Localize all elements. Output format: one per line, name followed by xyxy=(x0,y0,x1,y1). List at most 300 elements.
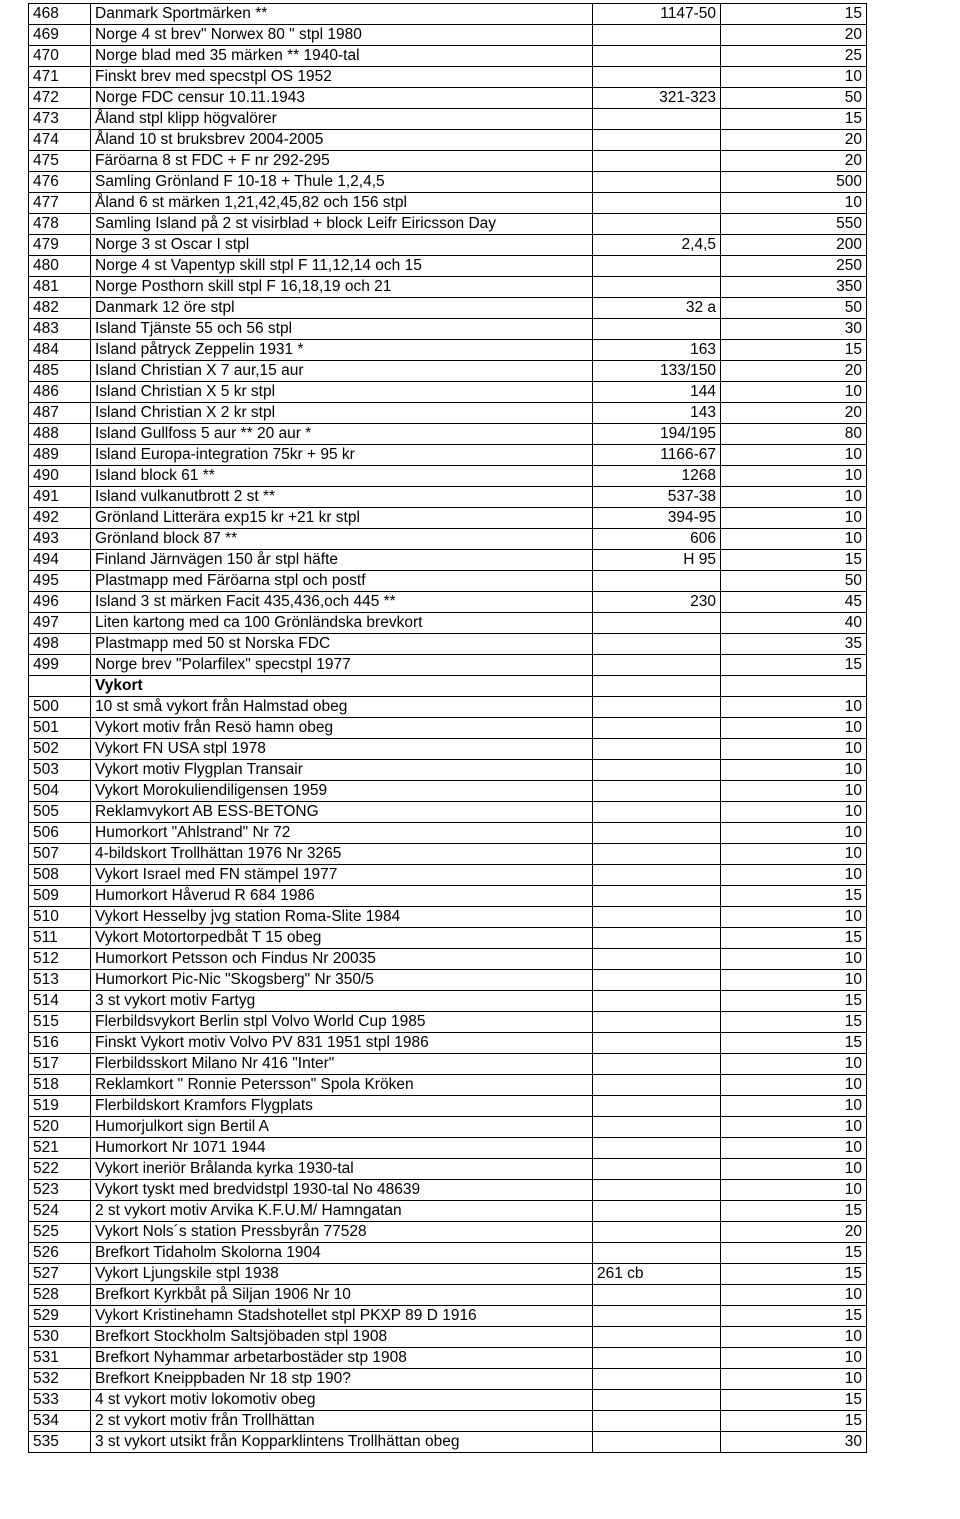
table-row xyxy=(29,1201,867,1222)
description-cell: Humorkort Nr 1071 1944 xyxy=(91,1138,593,1159)
lot-number-cell: 501 xyxy=(29,718,91,739)
lot-number-cell: 479 xyxy=(29,235,91,256)
description-cell: Finskt brev med specstpl OS 1952 xyxy=(91,67,593,88)
catalog-ref-cell xyxy=(593,739,721,760)
catalog-ref-cell xyxy=(593,1138,721,1159)
lot-number-cell: 502 xyxy=(29,739,91,760)
description-cell: Norge FDC censur 10.11.1943 xyxy=(91,88,593,109)
description-cell: Finskt Vykort motiv Volvo PV 831 1951 stpl 1986 xyxy=(91,1033,593,1054)
lot-number-cell: 508 xyxy=(29,865,91,886)
catalog-ref-cell xyxy=(593,25,721,46)
lot-number-cell: 528 xyxy=(29,1285,91,1306)
description-cell: Åland stpl klipp högvalörer xyxy=(91,109,593,130)
lot-number-cell: 521 xyxy=(29,1138,91,1159)
description-cell: Samling Grönland F 10-18 + Thule 1,2,4,5 xyxy=(91,172,593,193)
table-row xyxy=(29,886,867,907)
lot-number-cell: 484 xyxy=(29,340,91,361)
description-cell: Island Christian X 5 kr stpl xyxy=(91,382,593,403)
catalog-ref-cell: 2,4,5 xyxy=(593,235,721,256)
lot-number-cell: 519 xyxy=(29,1096,91,1117)
catalog-ref-cell xyxy=(593,1075,721,1096)
catalog-ref-cell xyxy=(593,886,721,907)
catalog-ref-cell xyxy=(593,193,721,214)
table-row xyxy=(29,907,867,928)
price-cell: 15 xyxy=(721,4,867,25)
price-cell: 20 xyxy=(721,403,867,424)
lot-number-cell: 485 xyxy=(29,361,91,382)
description-cell: Flerbildskort Kramfors Flygplats xyxy=(91,1096,593,1117)
description-cell: Norge brev "Polarfilex" specstpl 1977 xyxy=(91,655,593,676)
price-cell: 30 xyxy=(721,319,867,340)
price-cell: 10 xyxy=(721,1159,867,1180)
price-cell: 50 xyxy=(721,571,867,592)
catalog-ref-cell xyxy=(593,655,721,676)
table-row xyxy=(29,697,867,718)
price-cell: 10 xyxy=(721,1117,867,1138)
table-row xyxy=(29,970,867,991)
table-row xyxy=(29,823,867,844)
catalog-ref-cell: 394-95 xyxy=(593,508,721,529)
price-cell: 10 xyxy=(721,1180,867,1201)
table-row xyxy=(29,1075,867,1096)
description-cell: 10 st små vykort från Halmstad obeg xyxy=(91,697,593,718)
table-row xyxy=(29,235,867,256)
description-cell: Vykort tyskt med bredvidstpl 1930-tal No 48639 xyxy=(91,1180,593,1201)
price-cell: 20 xyxy=(721,361,867,382)
description-cell: Humorkort Håverud R 684 1986 xyxy=(91,886,593,907)
price-cell: 80 xyxy=(721,424,867,445)
catalog-ref-cell xyxy=(593,1033,721,1054)
description-cell: Vykort motiv Flygplan Transair xyxy=(91,760,593,781)
lot-number-cell: 512 xyxy=(29,949,91,970)
table-row xyxy=(29,1054,867,1075)
description-cell: Island Tjänste 55 och 56 stpl xyxy=(91,319,593,340)
price-cell: 30 xyxy=(721,1432,867,1453)
catalog-ref-cell xyxy=(593,718,721,739)
price-cell: 15 xyxy=(721,109,867,130)
price-cell: 15 xyxy=(721,1243,867,1264)
lot-number-cell: 526 xyxy=(29,1243,91,1264)
lot-number-cell: 522 xyxy=(29,1159,91,1180)
table-row xyxy=(29,1306,867,1327)
price-cell: 15 xyxy=(721,928,867,949)
lot-number-cell: 491 xyxy=(29,487,91,508)
price-cell: 45 xyxy=(721,592,867,613)
lot-number-cell: 476 xyxy=(29,172,91,193)
catalog-ref-cell xyxy=(593,319,721,340)
table-row xyxy=(29,949,867,970)
description-cell: 2 st vykort motiv från Trollhättan xyxy=(91,1411,593,1432)
description-cell: Island block 61 ** xyxy=(91,466,593,487)
catalog-ref-cell xyxy=(593,1096,721,1117)
description-cell: Vykort Ljungskile stpl 1938 xyxy=(91,1264,593,1285)
table-row xyxy=(29,1138,867,1159)
lot-number-cell: 529 xyxy=(29,1306,91,1327)
description-cell: Brefkort Kneippbaden Nr 18 stp 190? xyxy=(91,1369,593,1390)
description-cell: 3 st vykort motiv Fartyg xyxy=(91,991,593,1012)
price-cell: 15 xyxy=(721,1390,867,1411)
catalog-ref-cell xyxy=(593,844,721,865)
catalog-ref-cell: 143 xyxy=(593,403,721,424)
price-cell: 50 xyxy=(721,88,867,109)
table-row xyxy=(29,445,867,466)
lot-number-cell: 504 xyxy=(29,781,91,802)
description-cell: 4-bildskort Trollhättan 1976 Nr 3265 xyxy=(91,844,593,865)
table-row xyxy=(29,1369,867,1390)
price-cell: 10 xyxy=(721,382,867,403)
catalog-ref-cell xyxy=(593,781,721,802)
price-cell: 20 xyxy=(721,130,867,151)
catalog-ref-cell xyxy=(593,823,721,844)
description-cell: Brefkort Kyrkbåt på Siljan 1906 Nr 10 xyxy=(91,1285,593,1306)
catalog-ref-cell: 1268 xyxy=(593,466,721,487)
catalog-ref-cell: 230 xyxy=(593,592,721,613)
lot-number-cell: 468 xyxy=(29,4,91,25)
price-cell: 10 xyxy=(721,907,867,928)
description-cell: Island Christian X 7 aur,15 aur xyxy=(91,361,593,382)
description-cell: Island 3 st märken Facit 435,436,och 445 ** xyxy=(91,592,593,613)
description-cell: Vykort FN USA stpl 1978 xyxy=(91,739,593,760)
description-cell: Humorkort Petsson och Findus Nr 20035 xyxy=(91,949,593,970)
price-cell: 10 xyxy=(721,67,867,88)
lot-number-cell: 514 xyxy=(29,991,91,1012)
description-cell: Vykort Morokuliendiligensen 1959 xyxy=(91,781,593,802)
table-row xyxy=(29,361,867,382)
table-row xyxy=(29,508,867,529)
table-row xyxy=(29,424,867,445)
lot-number-cell: 516 xyxy=(29,1033,91,1054)
lot-number-cell: 535 xyxy=(29,1432,91,1453)
price-cell: 10 xyxy=(721,697,867,718)
table-row xyxy=(29,67,867,88)
lot-number-cell: 534 xyxy=(29,1411,91,1432)
table-row xyxy=(29,844,867,865)
table-row xyxy=(29,1411,867,1432)
lot-number-cell: 482 xyxy=(29,298,91,319)
price-cell: 15 xyxy=(721,1411,867,1432)
table-row xyxy=(29,1033,867,1054)
description-cell: Island Gullfoss 5 aur ** 20 aur * xyxy=(91,424,593,445)
catalog-ref-cell: 537-38 xyxy=(593,487,721,508)
lot-number-cell: 523 xyxy=(29,1180,91,1201)
table-row xyxy=(29,256,867,277)
catalog-ref-cell: H 95 xyxy=(593,550,721,571)
table-row xyxy=(29,109,867,130)
lot-number-cell: 492 xyxy=(29,508,91,529)
catalog-ref-cell xyxy=(593,277,721,298)
description-cell: 3 st vykort utsikt från Kopparklintens Trollhättan obeg xyxy=(91,1432,593,1453)
price-cell: 10 xyxy=(721,1075,867,1096)
lot-number-cell: 489 xyxy=(29,445,91,466)
lot-number-cell: 511 xyxy=(29,928,91,949)
table-row xyxy=(29,319,867,340)
table-row xyxy=(29,1222,867,1243)
lot-number-cell: 473 xyxy=(29,109,91,130)
price-cell: 15 xyxy=(721,1012,867,1033)
description-cell: Norge Posthorn skill stpl F 16,18,19 och 21 xyxy=(91,277,593,298)
catalog-ref-cell xyxy=(593,214,721,235)
price-cell: 15 xyxy=(721,991,867,1012)
lot-number-cell: 498 xyxy=(29,634,91,655)
description-cell: Vykort Kristinehamn Stadshotellet stpl PKXP 89 D 1916 xyxy=(91,1306,593,1327)
catalog-ref-cell: 1147-50 xyxy=(593,4,721,25)
lot-number-cell: 503 xyxy=(29,760,91,781)
catalog-ref-cell xyxy=(593,1348,721,1369)
price-cell: 10 xyxy=(721,1285,867,1306)
catalog-ref-cell xyxy=(593,1243,721,1264)
description-cell: Norge 4 st brev" Norwex 80 " stpl 1980 xyxy=(91,25,593,46)
catalog-ref-cell: 133/150 xyxy=(593,361,721,382)
table-row xyxy=(29,403,867,424)
description-cell: Liten kartong med ca 100 Grönländska brevkort xyxy=(91,613,593,634)
description-cell: Vykort Motortorpedbåt T 15 obeg xyxy=(91,928,593,949)
price-cell: 15 xyxy=(721,1033,867,1054)
price-cell: 10 xyxy=(721,865,867,886)
catalog-ref-cell xyxy=(593,1201,721,1222)
section-title-cell: Vykort xyxy=(91,676,593,697)
table-row xyxy=(29,88,867,109)
price-cell: 10 xyxy=(721,1096,867,1117)
table-row xyxy=(29,298,867,319)
table-row xyxy=(29,760,867,781)
table-row xyxy=(29,529,867,550)
table-row xyxy=(29,1432,867,1453)
description-cell: Humorkort Pic-Nic "Skogsberg" Nr 350/5 xyxy=(91,970,593,991)
catalog-ref-cell xyxy=(593,1432,721,1453)
price-cell: 10 xyxy=(721,718,867,739)
catalog-ref-cell xyxy=(593,865,721,886)
description-cell: Vykort Hesselby jvg station Roma-Slite 1984 xyxy=(91,907,593,928)
section-header-row xyxy=(29,676,867,697)
description-cell: Danmark 12 öre stpl xyxy=(91,298,593,319)
description-cell: Island vulkanutbrott 2 st ** xyxy=(91,487,593,508)
catalog-ref-cell xyxy=(593,907,721,928)
lot-number-cell: 493 xyxy=(29,529,91,550)
price-cell: 10 xyxy=(721,1327,867,1348)
price-cell: 10 xyxy=(721,781,867,802)
table-row xyxy=(29,718,867,739)
description-cell: Island Europa-integration 75kr + 95 kr xyxy=(91,445,593,466)
description-cell: Samling Island på 2 st visirblad + block Leifr Eiricsson Day xyxy=(91,214,593,235)
lot-number-cell: 517 xyxy=(29,1054,91,1075)
lot-number-cell: 495 xyxy=(29,571,91,592)
catalog-ref-cell xyxy=(593,172,721,193)
lot-number-cell: 510 xyxy=(29,907,91,928)
catalog-ref-cell xyxy=(593,760,721,781)
description-cell: Vykort ineriör Brålanda kyrka 1930-tal xyxy=(91,1159,593,1180)
table-row xyxy=(29,865,867,886)
catalog-ref-cell xyxy=(593,571,721,592)
description-cell: 4 st vykort motiv lokomotiv obeg xyxy=(91,1390,593,1411)
catalog-ref-cell xyxy=(593,1117,721,1138)
lot-number-cell: 531 xyxy=(29,1348,91,1369)
description-cell: Flerbildsskort Milano Nr 416 "Inter" xyxy=(91,1054,593,1075)
table-row xyxy=(29,928,867,949)
table-row xyxy=(29,1285,867,1306)
catalog-ref-cell xyxy=(593,1327,721,1348)
lot-number-cell: 477 xyxy=(29,193,91,214)
description-cell: Åland 6 st märken 1,21,42,45,82 och 156 stpl xyxy=(91,193,593,214)
description-cell: Brefkort Nyhammar arbetarbostäder stp 1908 xyxy=(91,1348,593,1369)
description-cell: Brefkort Stockholm Saltsjöbaden stpl 1908 xyxy=(91,1327,593,1348)
catalog-ref-cell xyxy=(593,1369,721,1390)
catalog-ref-cell xyxy=(593,1306,721,1327)
price-cell: 35 xyxy=(721,634,867,655)
lot-number-cell: 472 xyxy=(29,88,91,109)
lot-number-cell: 483 xyxy=(29,319,91,340)
lot-number-cell: 513 xyxy=(29,970,91,991)
catalog-ref-cell: 163 xyxy=(593,340,721,361)
lot-number-cell: 494 xyxy=(29,550,91,571)
catalog-ref-cell xyxy=(593,634,721,655)
lot-number-cell: 487 xyxy=(29,403,91,424)
price-cell: 250 xyxy=(721,256,867,277)
catalog-ref-cell xyxy=(593,1390,721,1411)
catalog-ref-cell: 194/195 xyxy=(593,424,721,445)
catalog-ref-cell: 1166-67 xyxy=(593,445,721,466)
lot-table xyxy=(28,3,867,1453)
catalog-ref-cell xyxy=(593,949,721,970)
table-row xyxy=(29,277,867,298)
lot-number-cell: 475 xyxy=(29,151,91,172)
catalog-ref-cell xyxy=(593,613,721,634)
lot-number-cell: 506 xyxy=(29,823,91,844)
description-cell: Vykort Israel med FN stämpel 1977 xyxy=(91,865,593,886)
price-cell: 10 xyxy=(721,445,867,466)
price-cell: 50 xyxy=(721,298,867,319)
lot-number-cell: 496 xyxy=(29,592,91,613)
lot-number-cell: 524 xyxy=(29,1201,91,1222)
lot-number-cell: 520 xyxy=(29,1117,91,1138)
catalog-ref-cell xyxy=(593,970,721,991)
table-row xyxy=(29,1327,867,1348)
catalog-ref-cell xyxy=(593,1285,721,1306)
table-row xyxy=(29,4,867,25)
price-cell: 10 xyxy=(721,1348,867,1369)
catalog-ref-cell xyxy=(593,1012,721,1033)
price-cell: 40 xyxy=(721,613,867,634)
description-cell: Island påtryck Zeppelin 1931 * xyxy=(91,340,593,361)
table-row xyxy=(29,151,867,172)
table-row xyxy=(29,1012,867,1033)
table-row xyxy=(29,1243,867,1264)
table-row xyxy=(29,25,867,46)
price-cell: 25 xyxy=(721,46,867,67)
lot-number-cell: 500 xyxy=(29,697,91,718)
table-row xyxy=(29,592,867,613)
price-cell: 10 xyxy=(721,1054,867,1075)
catalog-ref-cell xyxy=(593,1054,721,1075)
catalog-ref-cell xyxy=(593,676,721,697)
lot-number-cell: 533 xyxy=(29,1390,91,1411)
description-cell: Island Christian X 2 kr stpl xyxy=(91,403,593,424)
catalog-ref-cell xyxy=(593,802,721,823)
price-cell: 20 xyxy=(721,151,867,172)
price-cell: 350 xyxy=(721,277,867,298)
lot-number-cell: 515 xyxy=(29,1012,91,1033)
catalog-ref-cell: 261 cb xyxy=(593,1264,721,1285)
lot-number-cell: 469 xyxy=(29,25,91,46)
table-row xyxy=(29,655,867,676)
table-row xyxy=(29,340,867,361)
price-cell: 200 xyxy=(721,235,867,256)
lot-number-cell: 525 xyxy=(29,1222,91,1243)
table-row xyxy=(29,46,867,67)
table-row xyxy=(29,487,867,508)
lot-number-cell: 474 xyxy=(29,130,91,151)
description-cell: Norge blad med 35 märken ** 1940-tal xyxy=(91,46,593,67)
catalog-ref-cell: 606 xyxy=(593,529,721,550)
lot-number-cell: 505 xyxy=(29,802,91,823)
table-row xyxy=(29,1348,867,1369)
description-cell: Norge 3 st Oscar I stpl xyxy=(91,235,593,256)
catalog-ref-cell: 32 a xyxy=(593,298,721,319)
table-row xyxy=(29,1117,867,1138)
price-cell: 10 xyxy=(721,466,867,487)
lot-number-cell: 497 xyxy=(29,613,91,634)
price-cell: 10 xyxy=(721,1138,867,1159)
lot-number-cell: 470 xyxy=(29,46,91,67)
lot-number-cell: 532 xyxy=(29,1369,91,1390)
lot-number-cell: 530 xyxy=(29,1327,91,1348)
price-cell: 15 xyxy=(721,1306,867,1327)
description-cell: Grönland block 87 ** xyxy=(91,529,593,550)
price-cell: 10 xyxy=(721,487,867,508)
price-cell: 15 xyxy=(721,1264,867,1285)
lot-number-cell: 488 xyxy=(29,424,91,445)
lot-number-cell: 507 xyxy=(29,844,91,865)
lot-table-body xyxy=(29,4,867,1453)
lot-number-cell: 490 xyxy=(29,466,91,487)
catalog-ref-cell: 321-323 xyxy=(593,88,721,109)
price-cell: 10 xyxy=(721,739,867,760)
price-cell: 10 xyxy=(721,529,867,550)
price-cell xyxy=(721,676,867,697)
lot-number-cell: 518 xyxy=(29,1075,91,1096)
price-cell: 10 xyxy=(721,970,867,991)
description-cell: Brefkort Tidaholm Skolorna 1904 xyxy=(91,1243,593,1264)
description-cell: Humorkort "Ahlstrand" Nr 72 xyxy=(91,823,593,844)
description-cell: Flerbildsvykort Berlin stpl Volvo World Cup 1985 xyxy=(91,1012,593,1033)
price-cell: 15 xyxy=(721,655,867,676)
table-row xyxy=(29,1159,867,1180)
description-cell: Färöarna 8 st FDC + F nr 292-295 xyxy=(91,151,593,172)
description-cell: Humorjulkort sign Bertil A xyxy=(91,1117,593,1138)
description-cell: 2 st vykort motiv Arvika K.F.U.M/ Hamngatan xyxy=(91,1201,593,1222)
lot-number-cell: 471 xyxy=(29,67,91,88)
description-cell: Danmark Sportmärken ** xyxy=(91,4,593,25)
catalog-ref-cell xyxy=(593,928,721,949)
price-cell: 10 xyxy=(721,508,867,529)
price-cell: 10 xyxy=(721,949,867,970)
lot-number-cell xyxy=(29,676,91,697)
table-row xyxy=(29,550,867,571)
table-row xyxy=(29,991,867,1012)
table-row xyxy=(29,1096,867,1117)
table-row xyxy=(29,781,867,802)
catalog-ref-cell xyxy=(593,1411,721,1432)
description-cell: Vykort motiv från Resö hamn obeg xyxy=(91,718,593,739)
catalog-ref-cell xyxy=(593,151,721,172)
description-cell: Reklamvykort AB ESS-BETONG xyxy=(91,802,593,823)
lot-number-cell: 480 xyxy=(29,256,91,277)
price-cell: 15 xyxy=(721,550,867,571)
catalog-ref-cell xyxy=(593,1159,721,1180)
description-cell: Reklamkort " Ronnie Petersson" Spola Kröken xyxy=(91,1075,593,1096)
lot-number-cell: 527 xyxy=(29,1264,91,1285)
catalog-ref-cell xyxy=(593,256,721,277)
catalog-ref-cell xyxy=(593,130,721,151)
